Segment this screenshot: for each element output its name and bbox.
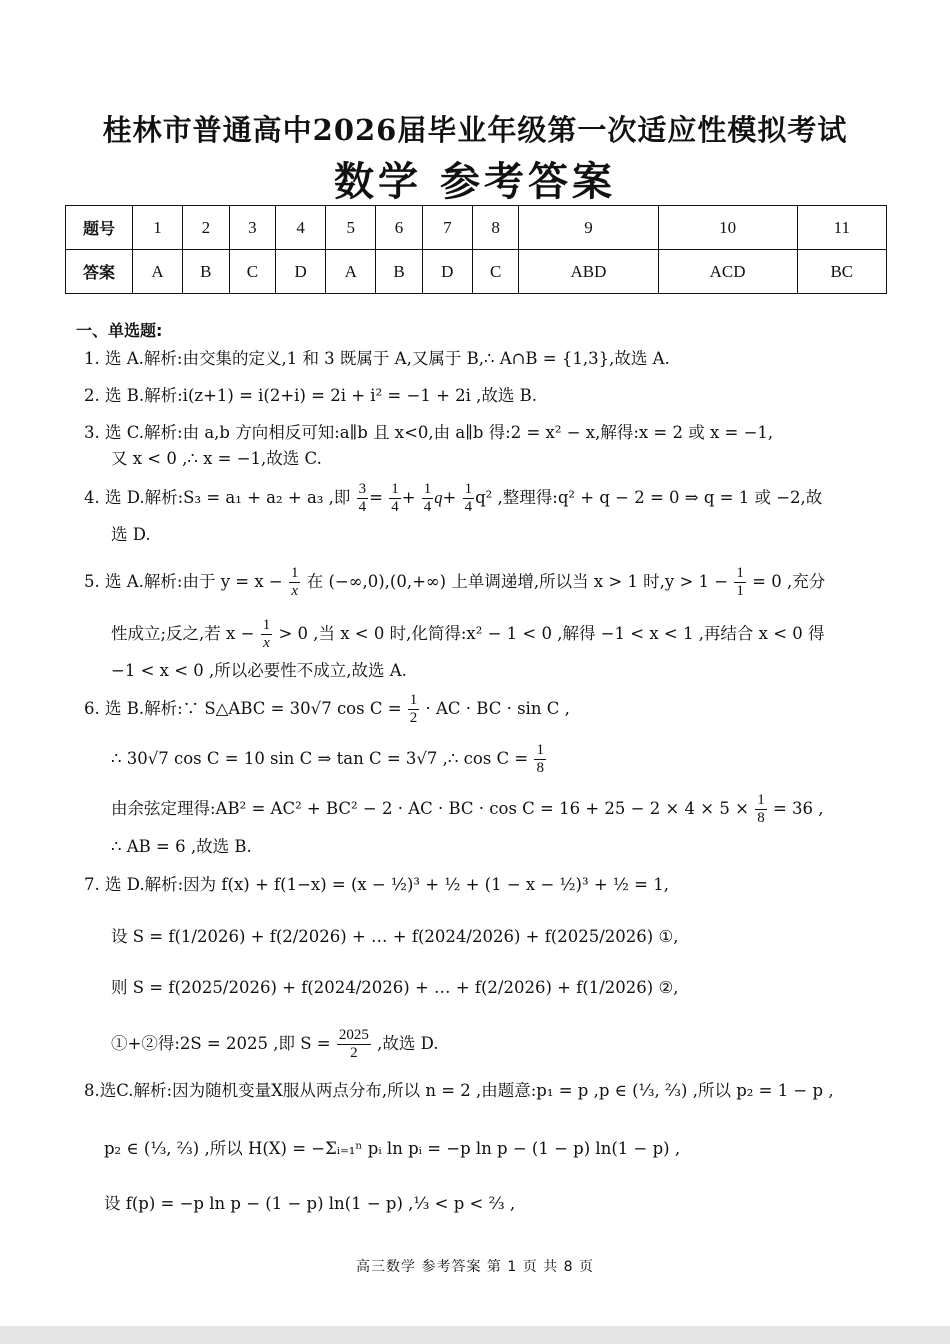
text-segment: 6. 选 B.解析:∵ S△ABC = 30√7 cos C = xyxy=(84,699,402,718)
question-number-cell: 11 xyxy=(797,206,886,250)
text-segment: = 36 , xyxy=(772,799,824,818)
fraction xyxy=(389,482,401,515)
solution-line-q4b: 选 D. xyxy=(111,525,151,544)
numerator: 1 xyxy=(736,565,744,581)
numerator: 1 xyxy=(262,617,271,633)
fraction xyxy=(261,618,273,651)
denominator: 4 xyxy=(423,499,432,515)
denominator: 2 xyxy=(350,1045,358,1061)
text-segment: = 0 ,充分 xyxy=(752,572,826,591)
fraction xyxy=(422,482,434,515)
solution-line-q5a xyxy=(84,566,880,599)
question-number-cell: 1 xyxy=(133,206,183,250)
numerator: 1 xyxy=(536,742,544,758)
text-segment: 性成立;反之,若 x − xyxy=(111,624,255,643)
text-segment: 由余弦定理得:AB² = AC² + BC² − 2 · AC · BC · cos C = 16 + 25 − 2 × 4 × 5 × xyxy=(111,799,749,818)
answer-cell: B xyxy=(376,250,423,294)
text-segment: > 0 ,当 x < 0 时,化简得:x² − 1 < 0 ,解得 −1 < x < 1 ,再结合 x < 0 得 xyxy=(278,624,825,643)
solution-line-q7d xyxy=(111,1028,880,1061)
answer-cell: ABD xyxy=(519,250,658,294)
denominator: 4 xyxy=(391,499,399,515)
text-segment: · AC · BC · sin C , xyxy=(425,699,570,718)
denominator: 2 xyxy=(409,710,418,726)
denominator: 1 xyxy=(736,583,744,599)
answer-cell: BC xyxy=(797,250,886,294)
text-segment: 在 (−∞,0),(0,+∞) 上单调递增,所以当 x > 1 时,y > 1 − xyxy=(306,572,729,591)
fraction xyxy=(408,693,420,726)
solution-line-q3a: 3. 选 C.解析:由 a,b 方向相反可知:a∥b 且 x<0,由 a∥b 得:2 = x² − x,解得:x = 2 或 x = −1, xyxy=(84,423,774,442)
answer-cell: ACD xyxy=(658,250,797,294)
solution-line-q8a: 8.选C.解析:因为随机变量X服从两点分布,所以 n = 2 ,由题意:p₁ = p ,p ∈ (⅓, ⅔) ,所以 p₂ = 1 − p , xyxy=(84,1081,834,1100)
solution-line-q5c: −1 < x < 0 ,所以必要性不成立,故选 A. xyxy=(111,661,407,680)
fraction xyxy=(463,482,475,515)
numerator: 3 xyxy=(358,481,367,497)
numerator: 1 xyxy=(290,565,299,581)
solution-line-q8b: p₂ ∈ (⅓, ⅔) ,所以 H(X) = −Σᵢ₌₁ⁿ pᵢ ln pᵢ = −p ln p − (1 − p) ln(1 − p) , xyxy=(104,1139,681,1158)
answer-cell: D xyxy=(422,250,472,294)
numerator: 1 xyxy=(409,692,418,708)
solution-line-q1: 1. 选 A.解析:由交集的定义,1 和 3 既属于 A,又属于 B,∴ A∩B = {1,3},故选 A. xyxy=(84,349,670,368)
solution-line-q3b: 又 x < 0 ,∴ x = −1,故选 C. xyxy=(111,449,322,468)
solution-line-q6c xyxy=(111,793,880,826)
fraction xyxy=(755,793,767,826)
answer-table xyxy=(65,205,887,294)
text-segment: ,故选 D. xyxy=(377,1034,439,1053)
answer-cell: D xyxy=(276,250,326,294)
numerator: 1 xyxy=(391,481,399,497)
answer-cell: A xyxy=(326,250,376,294)
denominator: 4 xyxy=(358,499,367,515)
fraction xyxy=(734,566,746,599)
numerator: 2025 xyxy=(338,1027,369,1043)
solution-line-q7c: 则 S = f(2025/2026) + f(2024/2026) + … + f(2/2026) + f(1/2026) ②, xyxy=(111,978,679,997)
solution-line-q6a xyxy=(84,693,880,726)
question-number-header: 题号 xyxy=(66,206,133,250)
question-number-cell: 6 xyxy=(376,206,423,250)
answer-header: 答案 xyxy=(66,250,133,294)
answer-row xyxy=(66,250,887,294)
solution-line-q6d: ∴ AB = 6 ,故选 B. xyxy=(111,837,252,856)
numerator: 1 xyxy=(757,792,765,808)
question-number-cell: 9 xyxy=(519,206,658,250)
question-number-cell: 3 xyxy=(229,206,276,250)
fraction xyxy=(289,566,301,599)
fraction xyxy=(337,1028,371,1061)
denominator: 8 xyxy=(757,810,765,826)
fraction xyxy=(357,482,369,515)
question-number-cell: 7 xyxy=(422,206,472,250)
question-number-cell: 5 xyxy=(326,206,376,250)
question-number-cell: 10 xyxy=(658,206,797,250)
text-segment: 4. 选 D.解析:S₃ = a₁ + a₂ + a₃ ,即 xyxy=(84,488,351,507)
solution-line-q7b: 设 S = f(1/2026) + f(2/2026) + … + f(2024/2026) + f(2025/2026) ①, xyxy=(111,927,679,946)
text-segment: 5. 选 A.解析:由于 y = x − xyxy=(84,572,283,591)
exam-title: 桂林市普通高中2026届毕业年级第一次适应性模拟考试 xyxy=(102,113,848,147)
answer-cell: A xyxy=(133,250,183,294)
denominator: x xyxy=(263,635,270,651)
answer-cell: C xyxy=(472,250,519,294)
bottom-bar xyxy=(0,1326,950,1344)
denominator: 4 xyxy=(464,499,473,515)
numerator: 1 xyxy=(423,481,432,497)
question-number-row xyxy=(66,206,887,250)
text-segment: ∴ 30√7 cos C = 10 sin C ⇒ tan C = 3√7 ,∴ cos C = xyxy=(111,749,529,768)
solution-line-q5b xyxy=(111,618,880,651)
question-number-cell: 8 xyxy=(472,206,519,250)
solution-line-q4a: 4. 选 D.解析:S₃ = a₁ + a₂ + a₃ ,即 $\frac{3}{4}$ = $\frac{1}{4}$ + $\frac{1}{4}$ q+ $\frac{1}{4}$ q² ,整理得:q² + q − 2 = 0 ⇒ q = 1 或 −2,故 xyxy=(84,481,823,515)
text-segment: q² ,整理得:q² + q − 2 = 0 ⇒ q = 1 或 −2,故 xyxy=(475,488,823,507)
question-number-cell: 4 xyxy=(276,206,326,250)
numerator: 1 xyxy=(464,481,473,497)
text-segment: ①+②得:2S = 2025 ,即 S = xyxy=(111,1034,331,1053)
section-title: 一、单选题: xyxy=(76,321,163,340)
solution-line-q6b xyxy=(111,743,880,776)
solution-line-q7a: 7. 选 D.解析:因为 f(x) + f(1−x) = (x − ½)³ + ½ + (1 − x − ½)³ + ½ = 1, xyxy=(84,875,669,894)
denominator: 8 xyxy=(536,760,544,776)
page-footer: 高三数学 参考答案 第 1 页 共 8 页 xyxy=(356,1259,594,1275)
question-number-cell: 2 xyxy=(183,206,230,250)
fraction xyxy=(534,743,546,776)
answer-cell: B xyxy=(183,250,230,294)
solution-line-q8c: 设 f(p) = −p ln p − (1 − p) ln(1 − p) ,⅓ < p < ⅔ , xyxy=(104,1194,516,1213)
denominator: x xyxy=(291,583,299,599)
answer-cell: C xyxy=(229,250,276,294)
solution-line-q2: 2. 选 B.解析:i(z+1) = i(2+i) = 2i + i² = −1 + 2i ,故选 B. xyxy=(84,386,538,405)
document-title: 数学 参考答案 xyxy=(334,158,616,205)
